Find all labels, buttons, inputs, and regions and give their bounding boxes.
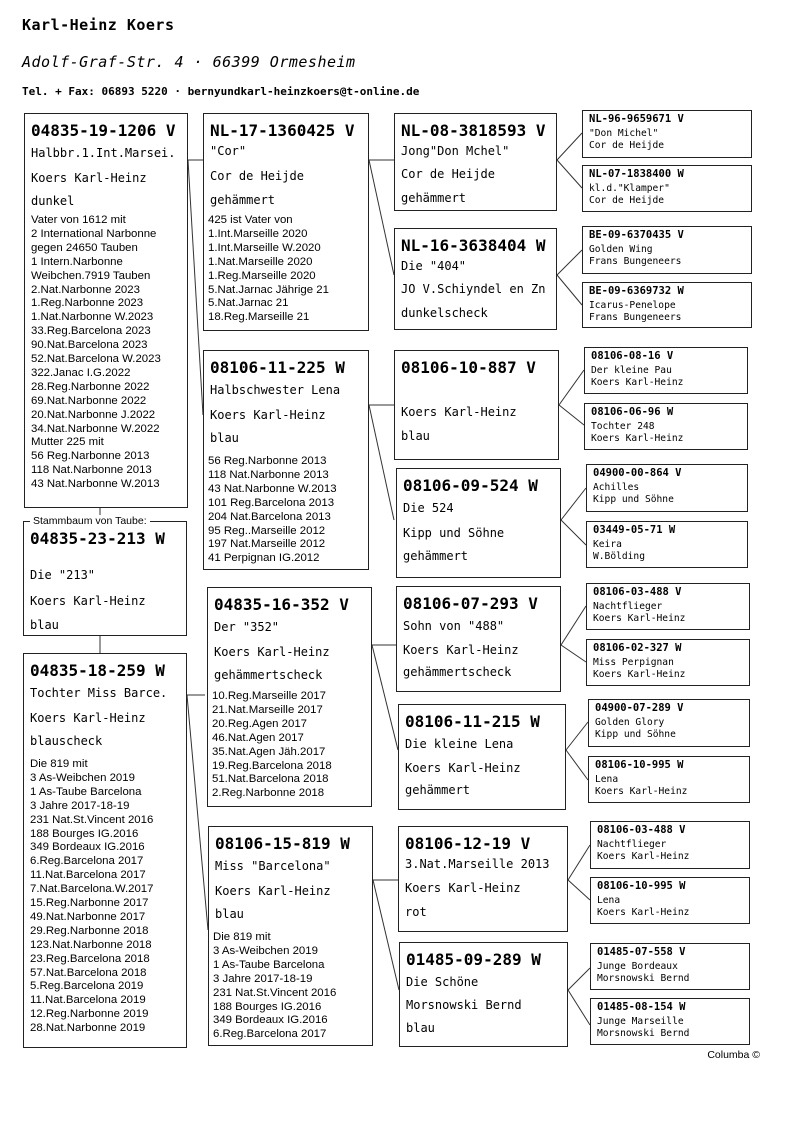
breeder-name: Karl-Heinz Koers bbox=[22, 16, 175, 34]
pigeon-info-line: Koers Karl-Heinz bbox=[597, 851, 690, 862]
performance-line: 322.Janac I.G.2022 bbox=[31, 366, 131, 379]
performance-line: 19.Reg.Barcelona 2018 bbox=[212, 759, 332, 772]
pigeon-info-line: Koers Karl-Heinz bbox=[593, 613, 686, 624]
pigeon-info-line: Golden Wing bbox=[589, 244, 653, 255]
performance-line: 35.Nat.Agen Jäh.2017 bbox=[212, 745, 326, 758]
pigeon-info-line: 3.Nat.Marseille 2013 bbox=[405, 857, 550, 871]
ring-number: 04835-23-213 W bbox=[30, 529, 165, 548]
pigeon-info-line: Koers Karl-Heinz bbox=[30, 594, 146, 608]
pigeon-info-line: Koers Karl-Heinz bbox=[405, 761, 521, 775]
breeder-contact: Tel. + Fax: 06893 5220 · bernyundkarl-heinzkoers@t-online.de bbox=[22, 85, 420, 98]
pigeon-card-ggg13 bbox=[590, 821, 750, 869]
ring-number: 08106-07-293 V bbox=[403, 594, 538, 613]
performance-line: 49.Nat.Narbonne 2017 bbox=[30, 910, 146, 923]
ring-number: 01485-08-154 W bbox=[597, 1001, 686, 1013]
ring-number: 04835-18-259 W bbox=[30, 661, 165, 680]
pigeon-card-g1 bbox=[203, 113, 369, 331]
performance-line: 1.Nat.Narbonne W.2023 bbox=[31, 311, 154, 324]
ring-number: 04900-00-864 V bbox=[593, 467, 682, 479]
ring-number: 01485-07-558 V bbox=[597, 946, 686, 958]
performance-line: 2.Reg.Narbonne 2018 bbox=[212, 787, 325, 800]
pigeon-info-line: gehämmert bbox=[403, 549, 469, 563]
performance-line: 101 Reg.Barcelona 2013 bbox=[208, 496, 335, 509]
ring-number: 08106-11-215 W bbox=[405, 712, 540, 731]
pigeon-info-line: Frans Bungeneers bbox=[589, 312, 682, 323]
performance-line: 3 Jahre 2017-18-19 bbox=[213, 972, 313, 985]
ring-number: 08106-11-225 W bbox=[210, 358, 345, 377]
performance-line: 5.Reg.Barcelona 2019 bbox=[30, 980, 144, 993]
performance-line: 20.Nat.Narbonne J.2022 bbox=[31, 408, 156, 421]
performance-line: 3 As-Weibchen 2019 bbox=[213, 944, 318, 957]
performance-line: 2 International Narbonne bbox=[31, 227, 157, 240]
pigeon-card-ggg11 bbox=[588, 699, 750, 747]
performance-line: 349 Bordeaux IG.2016 bbox=[213, 1014, 328, 1027]
performance-line: 1.Int.Marseille 2020 bbox=[208, 227, 308, 240]
performance-line: 7.Nat.Barcelona.W.2017 bbox=[30, 883, 154, 896]
performance-line: 231 Nat.St.Vincent 2016 bbox=[213, 986, 337, 999]
ring-number: NL-17-1360425 V bbox=[210, 121, 355, 140]
pigeon-card-gg8 bbox=[399, 942, 568, 1047]
pigeon-info-line: Jong"Don Mchel" bbox=[401, 144, 510, 158]
performance-line: Die 819 mit bbox=[213, 931, 271, 943]
pigeon-info-line: Lena bbox=[595, 774, 619, 785]
pigeon-card-gg1 bbox=[394, 113, 557, 211]
ring-number: 08106-10-995 W bbox=[597, 880, 686, 892]
pedigree-caption: Stammbaum von Taube: bbox=[30, 515, 150, 527]
ring-number: 04900-07-289 V bbox=[595, 702, 684, 714]
performance-line: 90.Nat.Barcelona 2023 bbox=[31, 339, 148, 352]
pigeon-card-ggg3 bbox=[582, 226, 752, 274]
performance-line: Vater von 1612 mit bbox=[31, 214, 126, 226]
pigeon-info-line: Koers Karl-Heinz bbox=[215, 884, 331, 898]
performance-line: 188 Bourges IG.2016 bbox=[213, 1000, 322, 1013]
pigeon-info-line: Die "213" bbox=[30, 568, 96, 582]
performance-line: 5.Nat.Jarnac Jährige 21 bbox=[208, 283, 329, 296]
pigeon-info-line: gehämmert bbox=[401, 191, 467, 205]
performance-line: 349 Bordeaux IG.2016 bbox=[30, 841, 145, 854]
pigeon-info-line: blau bbox=[406, 1021, 435, 1035]
performance-line: 1.Nat.Marseille 2020 bbox=[208, 255, 313, 268]
ring-number: 08106-02-327 W bbox=[593, 642, 682, 654]
performance-line: 10.Reg.Marseille 2017 bbox=[212, 690, 326, 702]
ring-number: 08106-03-488 V bbox=[597, 824, 686, 836]
footer-copyright: Columba © bbox=[707, 1049, 760, 1061]
ring-number: NL-08-3818593 V bbox=[401, 121, 546, 140]
pigeon-card-ggg16 bbox=[590, 998, 750, 1045]
performance-line: 231 Nat.St.Vincent 2016 bbox=[30, 813, 154, 826]
performance-line: 118 Nat.Narbonne 2013 bbox=[208, 468, 329, 481]
pigeon-info-line: Koers Karl-Heinz bbox=[591, 433, 684, 444]
pigeon-info-line: Lena bbox=[597, 895, 621, 906]
ring-number: 08106-10-887 V bbox=[401, 358, 536, 377]
performance-line: 11.Nat.Barcelona 2017 bbox=[30, 869, 146, 882]
pigeon-card-g2 bbox=[203, 350, 369, 570]
performance-line: 1 As-Taube Barcelona bbox=[30, 785, 142, 798]
pigeon-info-line: Kipp und Söhne bbox=[403, 526, 505, 540]
performance-line: 1.Reg.Narbonne 2023 bbox=[31, 297, 144, 310]
pigeon-info-line: Die 524 bbox=[403, 501, 454, 515]
ring-number: NL-07-1838400 W bbox=[589, 168, 684, 180]
pigeon-info-line: blau bbox=[210, 431, 239, 445]
pigeon-card-m1 bbox=[23, 653, 187, 1048]
pigeon-info-line: gehämmertscheck bbox=[403, 665, 512, 679]
ring-number: 08106-06-96 W bbox=[591, 406, 674, 418]
pigeon-info-line: Kipp und Söhne bbox=[593, 494, 674, 505]
performance-line: 33.Reg.Barcelona 2023 bbox=[31, 325, 151, 338]
ring-number: BE-09-6369732 W bbox=[589, 285, 684, 297]
performance-line: 52.Nat.Barcelona W.2023 bbox=[31, 353, 161, 365]
performance-line: 29.Reg.Narbonne 2018 bbox=[30, 924, 149, 937]
pigeon-card-ggg7 bbox=[586, 464, 748, 512]
pigeon-info-line: Die Schöne bbox=[406, 975, 479, 989]
pigeon-card-gg2 bbox=[394, 228, 557, 330]
pigeon-info-line: Koers Karl-Heinz bbox=[591, 377, 684, 388]
performance-line: 57.Nat.Barcelona 2018 bbox=[30, 966, 147, 979]
performance-line: 56 Reg.Narbonne 2013 bbox=[31, 450, 150, 463]
pigeon-info-line: Golden Glory bbox=[595, 717, 665, 728]
ring-number: 03449-05-71 W bbox=[593, 524, 676, 536]
performance-line: 3 As-Weibchen 2019 bbox=[30, 771, 135, 784]
pigeon-info-line: Koers Karl-Heinz bbox=[593, 669, 686, 680]
ring-number: NL-96-9659671 V bbox=[589, 113, 684, 125]
pigeon-info-line: W.Bölding bbox=[593, 551, 645, 562]
performance-line: 56 Reg.Narbonne 2013 bbox=[208, 455, 327, 467]
pigeon-info-line: Cor de Heijde bbox=[589, 140, 665, 151]
pigeon-info-line: gehämmertscheck bbox=[214, 668, 323, 682]
performance-line: 11.Nat.Barcelona 2019 bbox=[30, 994, 146, 1007]
pigeon-card-gg3 bbox=[394, 350, 559, 460]
pigeon-card-g3 bbox=[207, 587, 372, 807]
performance-line: 28.Reg.Narbonne 2022 bbox=[31, 380, 150, 393]
pigeon-info-line: gehämmert bbox=[210, 193, 276, 207]
pigeon-info-line: Nachtflieger bbox=[597, 839, 667, 850]
pigeon-info-line: Sohn von "488" bbox=[403, 619, 505, 633]
pigeon-info-line: Koers Karl-Heinz bbox=[403, 643, 519, 657]
performance-line: Mutter 225 mit bbox=[31, 436, 104, 449]
pigeon-info-line: Tochter Miss Barce. bbox=[30, 686, 168, 700]
performance-line: gegen 24650 Tauben bbox=[31, 241, 138, 254]
ring-number: 01485-09-289 W bbox=[406, 950, 541, 969]
pigeon-info-line: JO V.Schiyndel en Zn bbox=[401, 282, 546, 296]
performance-line: 197 Nat.Marseille 2012 bbox=[208, 538, 326, 551]
pigeon-info-line: dunkelscheck bbox=[401, 306, 488, 320]
performance-line: 34.Nat.Narbonne W.2022 bbox=[31, 422, 160, 435]
performance-line: 1.Int.Marseille W.2020 bbox=[208, 241, 321, 254]
ring-number: NL-16-3638404 W bbox=[401, 236, 546, 255]
pigeon-info-line: Koers Karl-Heinz bbox=[214, 645, 330, 659]
performance-line: 43 Nat.Narbonne W.2013 bbox=[208, 482, 337, 495]
pigeon-info-line: Keira bbox=[593, 539, 622, 550]
pigeon-card-gg4 bbox=[396, 468, 561, 578]
ring-number: 04835-16-352 V bbox=[214, 595, 349, 614]
pigeon-info-line: kl.d."Klamper" bbox=[589, 183, 670, 194]
pigeon-info-line: Koers Karl-Heinz bbox=[405, 881, 521, 895]
pigeon-info-line: Die "404" bbox=[401, 259, 467, 273]
performance-line: 69.Nat.Narbonne 2022 bbox=[31, 394, 147, 407]
pigeon-info-line: Junge Marseille bbox=[597, 1016, 684, 1027]
performance-line: Weibchen.7919 Tauben bbox=[31, 269, 151, 282]
pigeon-info-line: Cor de Heijde bbox=[401, 167, 495, 181]
performance-line: 425 ist Vater von bbox=[208, 214, 293, 226]
pigeon-info-line: Kipp und Söhne bbox=[595, 729, 676, 740]
pigeon-info-line: Koers Karl-Heinz bbox=[30, 711, 146, 725]
pigeon-card-ggg14 bbox=[590, 877, 750, 924]
ring-number: BE-09-6370435 V bbox=[589, 229, 684, 241]
pigeon-info-line: blau bbox=[215, 907, 244, 921]
performance-line: Die 819 mit bbox=[30, 758, 88, 770]
performance-line: 123.Nat.Narbonne 2018 bbox=[30, 938, 152, 951]
pigeon-info-line: Koers Karl-Heinz bbox=[31, 171, 147, 185]
pigeon-info-line: Die kleine Lena bbox=[405, 737, 514, 751]
pigeon-info-line: Junge Bordeaux bbox=[597, 961, 678, 972]
ring-number: 08106-12-19 V bbox=[405, 834, 531, 853]
performance-line: 18.Reg.Marseille 21 bbox=[208, 311, 310, 324]
pigeon-card-ggg1 bbox=[582, 110, 752, 158]
pigeon-card-ggg15 bbox=[590, 943, 750, 990]
ring-number: 08106-15-819 W bbox=[215, 834, 350, 853]
pigeon-card-p1 bbox=[24, 113, 188, 508]
pigeon-info-line: dunkel bbox=[31, 194, 75, 208]
ring-number: 08106-09-524 W bbox=[403, 476, 538, 495]
performance-line: 3 Jahre 2017-18-19 bbox=[30, 799, 130, 812]
pigeon-info-line: gehämmert bbox=[405, 783, 471, 797]
pigeon-card-subject bbox=[23, 521, 187, 636]
pigeon-info-line: Der kleine Pau bbox=[591, 365, 672, 376]
pigeon-info-line: rot bbox=[405, 905, 427, 919]
pigeon-info-line: Morsnowski Bernd bbox=[597, 973, 690, 984]
pigeon-card-ggg5 bbox=[584, 347, 748, 394]
pigeon-info-line: Koers Karl-Heinz bbox=[210, 408, 326, 422]
pigeon-info-line: Halbschwester Lena bbox=[210, 383, 341, 397]
performance-line: 23.Reg.Barcelona 2018 bbox=[30, 952, 150, 965]
performance-line: 43 Nat.Narbonne W.2013 bbox=[31, 478, 160, 491]
performance-line: 1 As-Taube Barcelona bbox=[213, 958, 325, 971]
pigeon-card-g4 bbox=[208, 826, 373, 1046]
performance-line: 5.Nat.Jarnac 21 bbox=[208, 297, 289, 310]
pigeon-card-ggg6 bbox=[584, 403, 748, 450]
pigeon-card-ggg10 bbox=[586, 639, 750, 686]
pigeon-info-line: Tochter 248 bbox=[591, 421, 655, 432]
pigeon-info-line: "Cor" bbox=[210, 144, 247, 158]
ring-number: 08106-10-995 W bbox=[595, 759, 684, 771]
pigeon-info-line: Koers Karl-Heinz bbox=[401, 405, 517, 419]
pigeon-info-line: Achilles bbox=[593, 482, 640, 493]
pigeon-card-ggg4 bbox=[582, 282, 752, 328]
performance-line: 41 Perpignan IG.2012 bbox=[208, 552, 320, 565]
pigeon-info-line: Icarus-Penelope bbox=[589, 300, 676, 311]
ring-number: 08106-08-16 V bbox=[591, 350, 674, 362]
performance-line: 6.Reg.Barcelona 2017 bbox=[213, 1028, 327, 1041]
performance-line: 95 Reg..Marseille 2012 bbox=[208, 524, 326, 537]
pigeon-info-line: Koers Karl-Heinz bbox=[595, 786, 688, 797]
performance-line: 15.Reg.Narbonne 2017 bbox=[30, 897, 149, 909]
performance-line: 204 Nat.Barcelona 2013 bbox=[208, 510, 331, 523]
performance-line: 12.Reg.Narbonne 2019 bbox=[30, 1008, 149, 1021]
ring-number: 04835-19-1206 V bbox=[31, 121, 176, 140]
performance-line: 28.Nat.Narbonne 2019 bbox=[30, 1022, 146, 1035]
performance-line: 1 Intern.Narbonne bbox=[31, 255, 123, 268]
pigeon-card-ggg8 bbox=[586, 521, 748, 568]
pigeon-info-line: blau bbox=[30, 618, 59, 632]
pigeon-card-gg7 bbox=[398, 826, 568, 932]
performance-line: 20.Reg.Agen 2017 bbox=[212, 717, 308, 730]
pigeon-info-line: Miss Perpignan bbox=[593, 657, 674, 668]
performance-line: 118 Nat.Narbonne 2013 bbox=[31, 464, 152, 477]
breeder-address: Adolf-Graf-Str. 4 · 66399 Ormesheim bbox=[22, 53, 356, 71]
performance-line: 2.Nat.Narbonne 2023 bbox=[31, 283, 140, 296]
pigeon-info-line: Morsnowski Bernd bbox=[597, 1028, 690, 1039]
performance-line: 188 Bourges IG.2016 bbox=[30, 827, 139, 840]
pigeon-info-line: "Don Michel" bbox=[589, 128, 659, 139]
performance-line: 51.Nat.Barcelona 2018 bbox=[212, 773, 329, 786]
performance-line: 6.Reg.Barcelona 2017 bbox=[30, 855, 144, 868]
performance-line: 46.Nat.Agen 2017 bbox=[212, 731, 304, 744]
pigeon-info-line: Miss "Barcelona" bbox=[215, 859, 331, 873]
pigeon-card-gg6 bbox=[398, 704, 566, 810]
pigeon-info-line: Koers Karl-Heinz bbox=[597, 907, 690, 918]
pigeon-info-line: blauscheck bbox=[30, 734, 103, 748]
performance-line: 21.Nat.Marseille 2017 bbox=[212, 703, 323, 716]
pigeon-info-line: Cor de Heijde bbox=[210, 169, 304, 183]
pigeon-info-line: blau bbox=[401, 429, 430, 443]
performance-line: 1.Reg.Marseille 2020 bbox=[208, 269, 316, 282]
pigeon-card-ggg2 bbox=[582, 165, 752, 212]
pigeon-card-ggg9 bbox=[586, 583, 750, 630]
pigeon-info-line: Nachtflieger bbox=[593, 601, 663, 612]
pigeon-card-gg5 bbox=[396, 586, 561, 692]
pigeon-info-line: Cor de Heijde bbox=[589, 195, 665, 206]
pigeon-info-line: Morsnowski Bernd bbox=[406, 998, 522, 1012]
ring-number: 08106-03-488 V bbox=[593, 586, 682, 598]
pigeon-info-line: Der "352" bbox=[214, 620, 280, 634]
pigeon-info-line: Halbbr.1.Int.Marsei. bbox=[31, 146, 176, 160]
pigeon-info-line: Frans Bungeneers bbox=[589, 256, 682, 267]
pigeon-card-ggg12 bbox=[588, 756, 750, 803]
